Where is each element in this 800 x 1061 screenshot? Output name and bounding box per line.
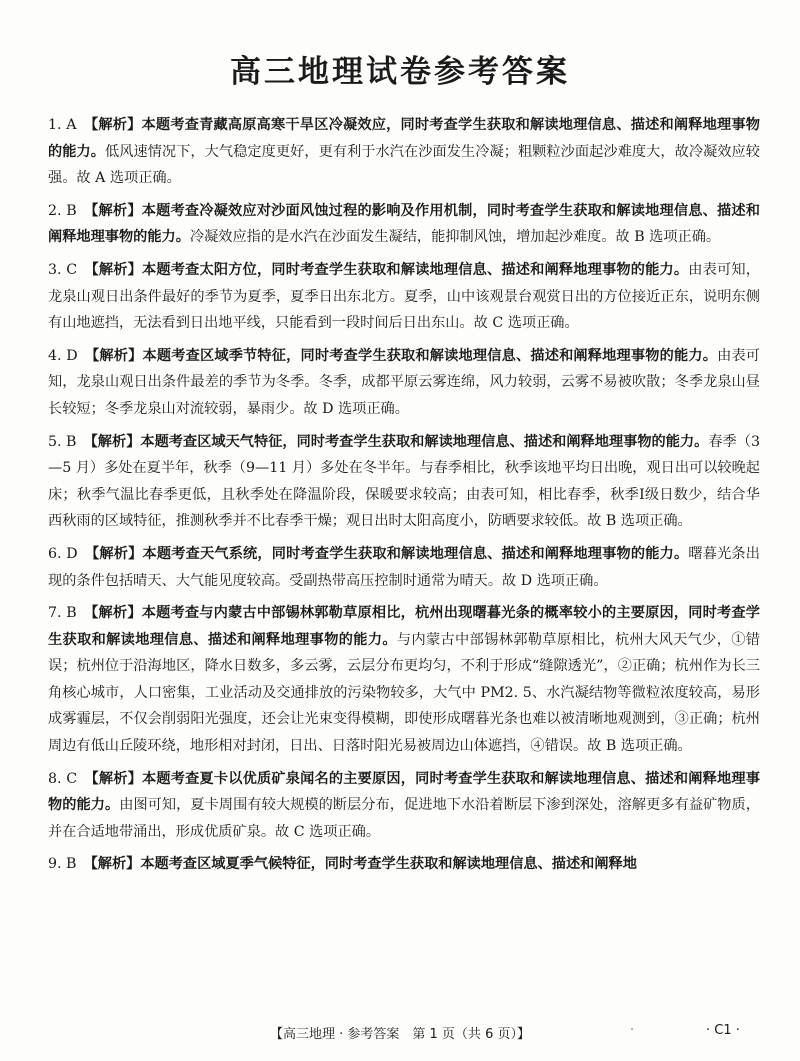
answer-analysis-text: 由图可知，夏卡周围有较大规模的断层分布，促进地下水沿着断层下渗到深处，溶解更多有益矿物质，并在合适地带涌出，形成优质矿泉。故 C 选项正确。 [48,797,760,840]
footer-page-info: 【高三地理 · 参考答案 第 1 页（共 6 页）】 [270,1027,530,1042]
answer-analysis-heading: 【解析】本题考查青藏高原高寒干旱区冷凝效应，同时考查学生获取和解读地理信息、描述和阐释地理事物的能力。 [48,117,760,160]
answer-analysis-text: 低风速情况下，大气稳定度更好，更有利于水汽在沙面发生冷凝；粗颗粒沙面起沙难度大，故冷凝效应较强。故 A 选项正确。 [48,143,760,187]
answer-number: 6. D [48,545,78,562]
footer-dot: · [630,1023,635,1038]
answer-item-7 [48,600,760,760]
answer-analysis-heading: 【解析】本题考查区域夏季气候特征，同时考查学生获取和解读地理信息、描述和阐释地 [90,856,637,873]
answer-item-6 [48,541,760,594]
answer-item-3 [48,257,760,337]
answer-number: 2. B [48,202,77,219]
answer-item-9 [48,851,760,878]
answer-item-8 [48,766,760,846]
answer-analysis-heading: 【解析】本题考查区域天气特征，同时考查学生获取和解读地理信息、描述和阐释地理事物的能力。 [90,433,709,450]
answer-analysis-heading: 【解析】本题考查夏卡以优质矿泉闻名的主要原因，同时考查学生获取和解读地理信息、描述和阐释地理事物的能力。 [48,770,760,814]
answer-analysis-text: 由表可知，龙泉山观日出条件最差的季节为冬季。冬季，成都平原云雾连绵，风力较弱，云雾不易被吹散；冬季龙泉山昼长较短；冬季龙泉山对流较弱，暴雨少。故 D 选项正确。 [48,347,760,417]
answer-analysis-text: 与内蒙古中部锡林郭勒草原相比，杭州大风天气少，①错误；杭州位于沿海地区，降水日数多，多云雾，云层分布更均匀，不利于形成“缝隙透光”，②正确；杭州作为长三角核心城市，人口密集，工业活动及交通排放的污染物较多，大气中 PM2. 5、水汽凝结物等微粒浓度较高，易形成雾霾层，不仅会削弱阳光强度，还会让光束变得模糊，即使形成曙暮光条也难以被清晰地观测到，③正确；杭州周边有低山丘陵环绕，地形相对封闭，日出、日落时阳光易被周边山体遮挡，④错误。故 B 选项正确。 [48,631,760,755]
answer-analysis-heading: 【解析】本题考查天气系统，同时考查学生获取和解读地理信息、描述和阐释地理事物的能力。 [92,545,689,562]
answer-list [48,112,760,884]
footer-code: · C1 · [706,1023,740,1038]
answer-analysis-text: 曙暮光条出现的条件包括晴天、大气能见度较高。受副热带高压控制时通常为晴天。故 D 选项正确。 [48,545,760,589]
answer-number: 1. A [48,117,77,133]
answer-analysis-text: 冷凝效应指的是水汽在沙面发生凝结，能抑制风蚀，增加起沙难度。故 B 选项正确。 [189,229,721,246]
answer-number: 9. B [48,856,77,873]
answer-number: 7. B [48,605,77,622]
answer-analysis-heading: 【解析】本题考查太阳方位，同时考查学生获取和解读地理信息、描述和阐释地理事物的能力。 [91,261,689,278]
answer-number: 8. C [48,770,78,787]
page-title: 高三地理试卷参考答案 [230,54,570,90]
answer-number: 5. B [48,433,77,450]
answer-item-2 [48,198,760,251]
answer-analysis-heading: 【解析】本题考查区域季节特征，同时考查学生获取和解读地理信息、描述和阐释地理事物的能力。 [92,347,718,364]
answer-item-5 [48,429,760,535]
answer-number: 3. C [48,261,78,278]
answer-analysis-heading: 【解析】本题考查与内蒙古中部锡林郭勒草原相比，杭州出现曙暮光条的概率较小的主要原因，同时考查学生获取和解读地理信息、描述和阐释地理事物的能力。 [48,605,760,648]
answer-analysis-text: 由表可知，龙泉山观日出条件最好的季节为夏季，夏季日出东北方。夏季，山中该观景台观赏日出的方位接近正东，说明东侧有山地遮挡，无法看到日出地平线，只能看到一段时间后日出东山。故 C 选项正确。 [48,261,760,332]
answer-number: 4. D [48,347,78,364]
answer-item-4 [48,343,760,423]
answer-analysis-text: 春季（3—5 月）多处在夏半年，秋季（9—11 月）多处在冬半年。与春季相比，秋季该地平均日出晚，观日出可以较晚起床；秋季气温比春季更低，且秋季处在降温阶段，保暖要求较高；由表可知，相比春季，秋季Ⅰ级日数少，结合华西秋雨的区域特征，推测秋季并不比春季干燥；观日出时太阳高度小，防晒要求较低。故 B 选项正确。 [48,433,760,530]
answer-item-1 [48,112,760,192]
answer-analysis-heading: 【解析】本题考查冷凝效应对沙面风蚀过程的影响及作用机制，同时考查学生获取和解读地理信息、描述和阐释地理事物的能力。 [48,202,760,246]
